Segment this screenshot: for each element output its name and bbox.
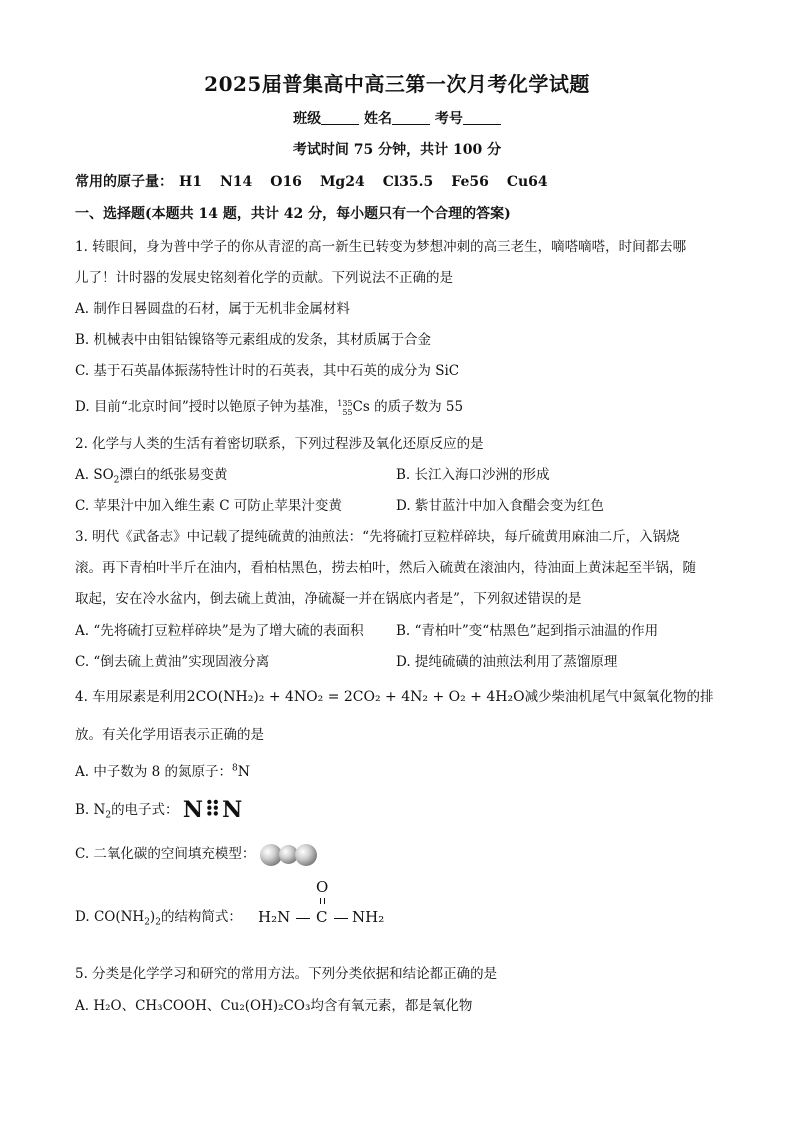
q3-option-a: A. “先将硫打豆粒样碎块”是为了增大硫的表面积 <box>75 623 364 639</box>
q1-option-a: A. 制作日晷圆盘的石材，属于无机非金属材料 <box>75 301 350 317</box>
number-blank <box>463 110 501 125</box>
q4-b-formula: N <box>93 802 106 818</box>
co2-space-filling-model-icon <box>260 844 317 866</box>
single-bond-line <box>296 918 310 919</box>
q3-option-b: B. “青柏叶”变“枯黑色”起到指示油温的作用 <box>396 623 659 639</box>
atomic-masses-label: 常用的原子量： <box>75 174 173 190</box>
student-info-line <box>0 108 794 128</box>
q1-d-text-end: 的质子数为 55 <box>369 399 464 415</box>
q3-stem-line-1: 3. 明代《武备志》中记载了提纯硫黄的油煎法：“先将硫打豆粒样碎块，每斤硫黄用麻油二斤，入锅烧 <box>75 529 680 545</box>
q4-equation: 2CO(NH₂)₂ + 4NO₂ = 2CO₂ + 4N₂ + O₂ + 4H₂O <box>186 689 525 705</box>
q5-option-a: A. H₂O、CH₃COOH、Cu₂(OH)₂CO₃均含有氧元素，都是氧化物 <box>75 998 473 1014</box>
mass-item: N14 <box>219 174 253 190</box>
double-bond-line <box>324 898 326 904</box>
nuclide-numbers <box>337 399 352 417</box>
mass-item: Fe56 <box>451 174 489 190</box>
q4-option-d <box>75 905 242 928</box>
exam-title: 2025届普集高中高三第一次月考化学试题 <box>204 72 590 96</box>
q3-option-c: C. “倒去硫上黄油”实现固液分离 <box>75 654 270 670</box>
q1-option-d <box>75 395 463 417</box>
mass-item: Cl35.5 <box>382 174 434 190</box>
name-label: 姓名 <box>364 111 392 127</box>
q4-stem-line-1 <box>75 685 714 705</box>
q4-a-mass: 8 <box>232 763 238 774</box>
q4-d-close: ) <box>149 909 156 925</box>
q4-b-text: 的电子式： <box>111 802 179 818</box>
name-blank <box>392 110 430 125</box>
mass-number: 135 <box>337 399 353 408</box>
q4-d-sub2: 2 <box>155 917 161 928</box>
q4-d-prefix: D. <box>75 909 94 925</box>
q4-option-a <box>75 760 250 780</box>
urea-structure-diagram <box>258 878 398 940</box>
q4-d-formula: CO(NH <box>93 909 145 925</box>
q4-b-prefix: B. <box>75 802 94 818</box>
q4-d-sub: 2 <box>144 917 150 928</box>
q4-option-c <box>75 842 317 866</box>
atomic-number: 55 <box>342 408 353 417</box>
q2-a-text: 漂白的纸张易变黄 <box>119 467 228 483</box>
q4-c-text: C. 二氧化碳的空间填充模型： <box>75 846 256 862</box>
urea-left-amino: H₂N <box>258 908 291 926</box>
q1-stem-line-1: 1. 转眼间，身为普中学子的你从青涩的高一新生已转变为梦想冲刺的高三老生，嘀嗒嘀嗒，时间都去哪 <box>75 239 687 255</box>
double-bond-line <box>320 898 322 904</box>
q2-option-c: C. 苹果汁中加入维生素 C 可防止苹果汁变黄 <box>75 498 342 514</box>
q2-option-d: D. 紫甘蓝汁中加入食醋会变为红色 <box>396 498 604 514</box>
mass-item: H1 <box>179 174 202 190</box>
q2-a-prefix: A. SO <box>75 467 114 483</box>
n2-electron-formula: N⠿N <box>182 797 244 823</box>
atomic-masses <box>75 171 566 191</box>
mass-item: Mg24 <box>319 174 365 190</box>
q2-a-sub: 2 <box>113 475 120 486</box>
q3-stem-line-3: 取起，安在冷水盆内，倒去硫上黄油，净硫凝一并在锅底内者是”，下列叙述错误的是 <box>75 591 582 607</box>
number-label: 考号 <box>434 111 463 127</box>
oxygen-ball-icon <box>295 844 317 866</box>
q4-option-b <box>75 797 243 823</box>
exam-time-note: 考试时间 75 分钟，共计 100 分 <box>292 142 502 158</box>
q1-stem-line-2: 儿了！计时器的发展史铭刻着化学的贡献。下列说法不正确的是 <box>75 270 453 286</box>
q4-b-sub: 2 <box>105 810 112 821</box>
urea-oxygen: O <box>316 878 329 896</box>
q3-stem-line-2: 滚。再下青柏叶半斤在油内，看柏枯黑色，捞去柏叶，然后入硫黄在滚油内，待油面上黄沫起至半锅，随 <box>75 560 696 576</box>
mass-item: O16 <box>270 174 302 190</box>
q3-option-d: D. 提纯硫磺的油煎法利用了蒸馏原理 <box>396 654 618 670</box>
single-bond-line <box>334 918 348 919</box>
urea-carbon: C <box>316 908 328 926</box>
q4-a-text: A. 中子数为 8 的氮原子： <box>75 764 233 780</box>
q5-stem: 5. 分类是化学学习和研究的常用方法。下列分类依据和结论都正确的是 <box>75 966 498 982</box>
q1-d-text: D. 目前“北京时间”授时以铯原子钟为基准， <box>75 399 338 415</box>
q1-option-b: B. 机械表中由钼钴镍铬等元素组成的发条，其材质属于合金 <box>75 332 432 348</box>
q1-option-c: C. 基于石英晶体振荡特性计时的石英表，其中石英的成分为 SiC <box>75 363 460 379</box>
section-heading: 一、选择题(本题共 14 题，共计 42 分，每小题只有一个合理的答案) <box>75 206 511 222</box>
q2-stem: 2. 化学与人类的生活有着密切联系，下列过程涉及氧化还原反应的是 <box>75 436 484 452</box>
urea-right-amino: NH₂ <box>352 908 385 926</box>
q4-stem-line-2: 放。有关化学用语表示正确的是 <box>75 727 264 743</box>
q4-stem-prefix: 4. 车用尿素是利用 <box>75 689 187 705</box>
cs-symbol: Cs <box>352 399 370 415</box>
class-blank <box>321 110 359 125</box>
q4-d-text: 的结构简式： <box>160 909 242 925</box>
q4-stem-suffix: 减少柴油机尾气中氮氧化物的排 <box>524 689 714 705</box>
q2-option-b: B. 长江入海口沙洲的形成 <box>396 467 550 483</box>
mass-item: Cu64 <box>506 174 548 190</box>
q4-a-symbol: N <box>237 764 250 780</box>
q2-option-a <box>75 463 227 486</box>
class-label: 班级 <box>293 111 322 127</box>
